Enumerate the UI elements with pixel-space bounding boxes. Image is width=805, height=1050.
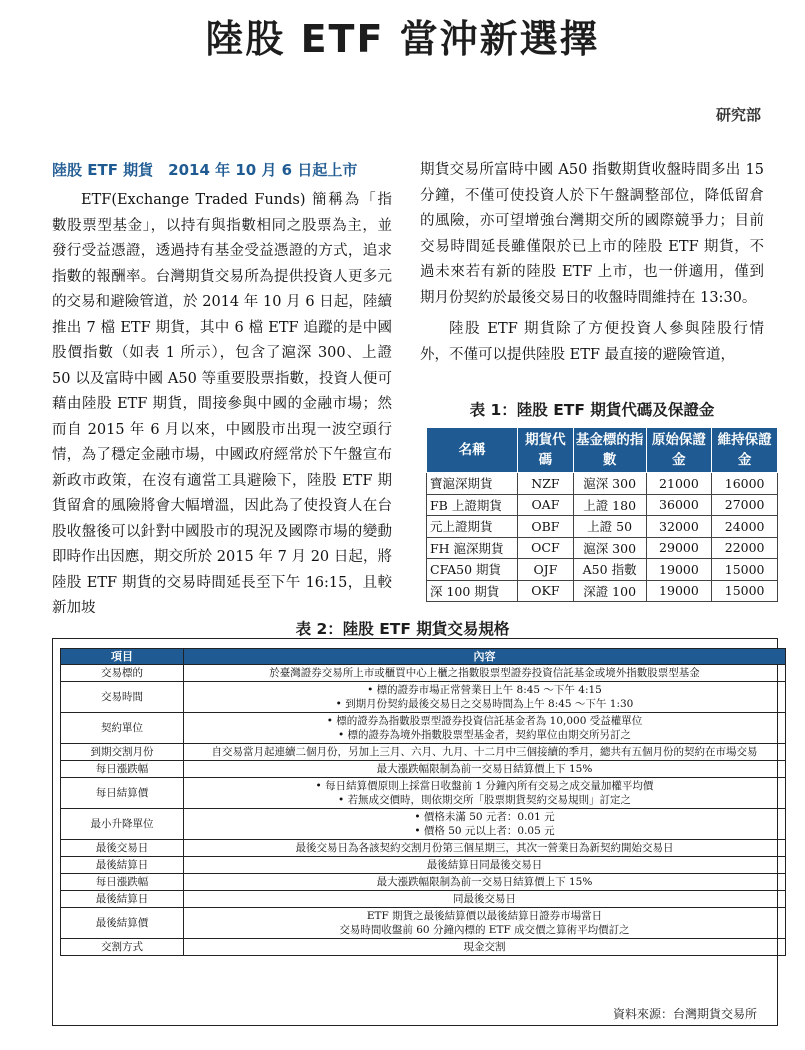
table2-content-line: • 價格 50 元以上者：0.05 元 — [414, 825, 555, 837]
table2-content-line: • 標的證券市場正常營業日上午 8:45 ～下午 4:15 — [367, 684, 602, 696]
table2-header-item: 項目 — [61, 649, 184, 665]
table1-cell: 22000 — [712, 537, 778, 559]
table1-row — [427, 559, 778, 581]
table1-cell: 深 100 期貨 — [427, 580, 518, 602]
table1-cell: CFA50 期貨 — [427, 559, 518, 581]
table1-cell: FB 上證期貨 — [427, 494, 518, 516]
table2-header-content: 內容 — [184, 649, 786, 665]
table1-cell: 27000 — [712, 494, 778, 516]
table1-cell: 上證 50 — [573, 516, 646, 538]
department-label: 研究部 — [715, 106, 761, 124]
table1-cell: 深證 100 — [573, 580, 646, 602]
article-right-column — [420, 158, 764, 368]
table1-cell: OAF — [518, 494, 574, 516]
table2-row — [61, 778, 786, 809]
table2-content-line: 最大漲跌幅限制為前一交易日結算價上下 15% — [376, 763, 593, 775]
table2-row — [61, 761, 786, 778]
table2-row — [61, 809, 786, 840]
table2-content-cell — [184, 857, 786, 874]
etf-futures-spec-table — [60, 648, 786, 956]
table2-item-cell: 交割方式 — [61, 939, 184, 956]
table1-cell: NZF — [518, 473, 574, 495]
table2-row — [61, 857, 786, 874]
table1-cell: 滬深 300 — [573, 473, 646, 495]
table2-content-cell — [184, 778, 786, 809]
table2-content-line: 最後結算日同最後交易日 — [426, 859, 543, 871]
table2-content-cell — [184, 840, 786, 857]
table2-content-cell — [184, 761, 786, 778]
table2-content-line: • 到期月份契約最後交易日之交易時間為上午 8:45 ～下午 1:30 — [335, 698, 634, 710]
table2-content-cell — [184, 713, 786, 744]
table2-content-line: 最後交易日為各該契約交割月份第三個星期三，其次一營業日為新契約開始交易日 — [295, 842, 674, 854]
table2-content-line: • 標的證券為指數股票型證券投資信託基金者為 10,000 受益權單位 — [326, 715, 643, 727]
table1-caption: 表 1：陸股 ETF 期貨代碼及保證金 — [469, 401, 715, 419]
table2-row — [61, 840, 786, 857]
article-paragraph-3: 陸股 ETF 期貨除了方便投資人參與陸股行情外，不僅可以提供陸股 ETF 最直接的避險管道， — [420, 321, 764, 363]
table1-cell: OBF — [518, 516, 574, 538]
table1-header-code: 期貨代碼 — [518, 428, 574, 473]
table1-cell: 滬深 300 — [573, 537, 646, 559]
table1-row — [427, 580, 778, 602]
table1-row — [427, 494, 778, 516]
article-subheading: 陸股 ETF 期貨 2014 年 10 月 6 日起上市 — [52, 161, 358, 179]
table1-cell: OCF — [518, 537, 574, 559]
table1-row — [427, 516, 778, 538]
table2-content-cell — [184, 744, 786, 761]
table2-item-cell: 交易時間 — [61, 682, 184, 713]
table1-cell: OJF — [518, 559, 574, 581]
table2-content-line: • 價格未滿 50 元者：0.01 元 — [414, 811, 555, 823]
table1-cell: 寶滬深期貨 — [427, 473, 518, 495]
table2-content-line: 自交易當月起連續二個月份，另加上三月、六月、九月、十二月中三個接續的季月，總共有五個月份的契約在市場交易 — [211, 746, 758, 758]
table2-content-line: • 標的證券為境外指數股票型基金者，契約單位由期交所另訂之 — [337, 729, 632, 741]
table1-header-initial-margin: 原始保證金 — [646, 428, 712, 473]
page-title: 陸股 ETF 當沖新選擇 — [205, 17, 600, 61]
table2-row — [61, 939, 786, 956]
table2-content-line: 於臺灣證券交易所上市或櫃買中心上櫃之指數股票型證券投資信託基金或境外指數股票型基金 — [269, 667, 700, 679]
table2-item-cell: 到期交割月份 — [61, 744, 184, 761]
table2-item-cell: 每日結算價 — [61, 778, 184, 809]
table1-cell: 29000 — [646, 537, 712, 559]
table1-cell: 15000 — [712, 580, 778, 602]
table2-content-cell — [184, 874, 786, 891]
table1-cell: 16000 — [712, 473, 778, 495]
table1-cell: 元上證期貨 — [427, 516, 518, 538]
table2-item-cell: 最小升降單位 — [61, 809, 184, 840]
table1-cell: 上證 180 — [573, 494, 646, 516]
table1-header-row — [427, 428, 778, 473]
table1-cell: 21000 — [646, 473, 712, 495]
table2-item-cell: 契約單位 — [61, 713, 184, 744]
table1-cell: OKF — [518, 580, 574, 602]
table2-row — [61, 744, 786, 761]
table2-item-cell: 交易標的 — [61, 665, 184, 682]
table1-header-name: 名稱 — [427, 428, 518, 473]
table1-cell: A50 指數 — [573, 559, 646, 581]
table2-row — [61, 682, 786, 713]
table2-content-line: ETF 期貨之最後結算價以最後結算日證券市場當日 — [366, 910, 603, 922]
table2-content-cell — [184, 908, 786, 939]
source-note: 資料來源：台灣期貨交易所 — [612, 1007, 757, 1021]
article-left-column — [52, 158, 392, 622]
article-paragraph-1: ETF(Exchange Traded Funds) 簡稱為「指數股票型基金」，以持有與指數相同之股票為主，並發行受益憑證，透過持有基金受益憑證的方式，追求指數的報酬率。台灣期貨交易所為提供投資人更多元的交易和避險管道，於 2014 年 10 月 6 日起，陸續推出 7 檔 ETF 期貨，其中 6 檔 ETF 追蹤的是中國股價指數（如表 1 所示），包含了滬深 300、上證 50 以及富時中國 A50 等重要股票指數，投資人便可藉由陸股 ETF 期貨，間接參與中國的金融市場；然而自 2015 年 6 月以來，中國股市出現一波空頭行情，為了穩定金融市場，中國政府經常於下午盤宣布新政市政策，在沒有適當工具避險下，陸股 ETF 期貨留倉的風險將會大幅增溫，因此為了使投資人在台股收盤後可以針對中國股市的現況及國際市場的變動即時作出因應，期交所於 2015 年 7 月 20 日起，將陸股 ETF 期貨的交易時間延長至下午 16:15，且較新加坡 — [52, 192, 392, 616]
table2-row — [61, 665, 786, 682]
table1-row — [427, 537, 778, 559]
table2-content-line: 同最後交易日 — [453, 893, 516, 905]
table2-item-cell: 每日漲跌幅 — [61, 874, 184, 891]
table1-cell: 32000 — [646, 516, 712, 538]
article-paragraph-2: 期貨交易所富時中國 A50 指數期貨收盤時間多出 15 分鐘，不僅可使投資人於下午盤調整部位，降低留倉的風險，亦可望增強台灣期交所的國際競爭力；目前交易時間延長雖僅限於已上市的陸股 ETF 期貨，不過未來若有新的陸股 ETF 上市，也一併適用，僅到期月份契約於最後交易日的收盤時間維持在 13:30。 — [420, 162, 764, 306]
table2-item-cell: 最後結算價 — [61, 908, 184, 939]
table2-content-cell — [184, 939, 786, 956]
table2-content-line: 現金交割 — [463, 941, 506, 953]
table2-row — [61, 908, 786, 939]
table2-content-line: 最大漲跌幅限制為前一交易日結算價上下 15% — [376, 876, 593, 888]
table2-content-cell — [184, 682, 786, 713]
table2-caption: 表 2：陸股 ETF 期貨交易規格 — [295, 620, 510, 638]
table2-row — [61, 713, 786, 744]
table1-cell: 19000 — [646, 559, 712, 581]
table1-cell: 36000 — [646, 494, 712, 516]
table2-content-line: 交易時間收盤前 60 分鐘內標的 ETF 成交價之算術平均價訂之 — [339, 924, 630, 936]
table2-header-row — [61, 649, 786, 665]
table1-cell: 15000 — [712, 559, 778, 581]
table1-header-index: 基金標的指數 — [573, 428, 646, 473]
table1-cell: FH 滬深期貨 — [427, 537, 518, 559]
table2-item-cell: 最後結算日 — [61, 857, 184, 874]
table2-content-cell — [184, 891, 786, 908]
table1-cell: 19000 — [646, 580, 712, 602]
table1-header-maintenance-margin: 維持保證金 — [712, 428, 778, 473]
etf-futures-margin-table — [426, 427, 778, 602]
table2-item-cell: 每日漲跌幅 — [61, 761, 184, 778]
table1-cell: 24000 — [712, 516, 778, 538]
table2-content-line: • 若無成交價時，則依期交所「股票期貨契約交易規則」訂定之 — [337, 794, 632, 806]
table2-item-cell: 最後結算日 — [61, 891, 184, 908]
table2-content-line: • 每日結算價原則上採當日收盤前 1 分鐘內所有交易之成交量加權平均價 — [315, 780, 654, 792]
table2-item-cell: 最後交易日 — [61, 840, 184, 857]
table2-content-cell — [184, 665, 786, 682]
table2-row — [61, 874, 786, 891]
table2-row — [61, 891, 786, 908]
table2-content-cell — [184, 809, 786, 840]
table1-row — [427, 473, 778, 495]
